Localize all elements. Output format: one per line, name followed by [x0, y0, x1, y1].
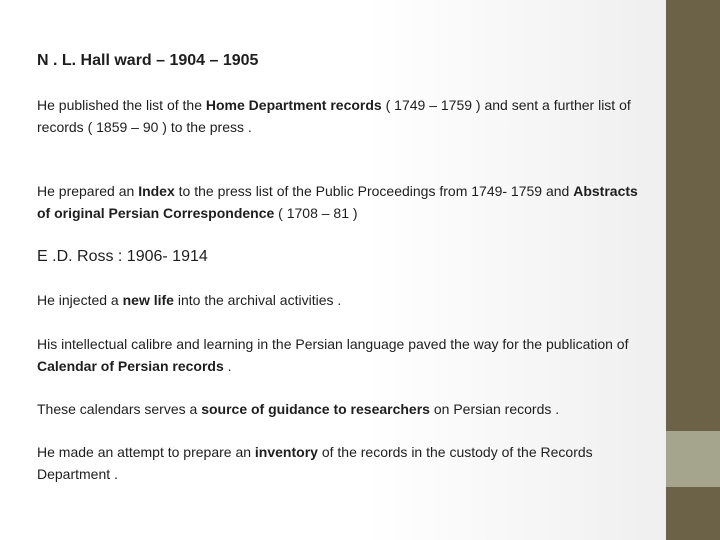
- text-run: His intellectual calibre and learning in the Persian language paved the way for the publication of: [37, 336, 629, 352]
- sidebar-band-accent: [666, 431, 720, 487]
- decorative-sidebar: [666, 0, 720, 540]
- text-run: on Persian records .: [429, 401, 560, 417]
- paragraph-new-life: [37, 289, 647, 311]
- text-run: into the archival activities .: [173, 292, 342, 308]
- text-run: ( 1708 – 81 ): [274, 205, 358, 221]
- paragraph-index: [37, 180, 647, 224]
- paragraph-inventory: [37, 441, 647, 485]
- text-run-bold: Index: [138, 183, 175, 199]
- heading-ross-text: E .D. Ross : 1906- 1914: [37, 248, 208, 265]
- heading-hallward: N . L. Hall ward – 1904 – 1905: [37, 52, 259, 69]
- text-run: ( 1749 – 1759 ) and sent a further list of records ( 1859 – 90 ) to the press .: [37, 97, 631, 135]
- text-run-bold: Home Department records: [205, 97, 382, 113]
- text-run-bold: Abstracts of original Persian Correspondence: [37, 183, 638, 221]
- text-run-bold: source of guidance to researchers: [201, 401, 430, 417]
- text-run-bold: inventory: [254, 444, 318, 460]
- text-run: He injected a: [37, 292, 123, 308]
- heading-ross: [37, 246, 208, 268]
- text-run: He made an attempt to prepare an: [37, 444, 255, 460]
- text-run: These calendars serves a: [37, 401, 202, 417]
- text-run-bold: Calendar of Persian records: [37, 358, 224, 374]
- sidebar-band-bottom: [666, 487, 720, 540]
- text-run: .: [223, 358, 232, 374]
- text-run: He published the list of the: [37, 97, 206, 113]
- sidebar-band-top: [666, 0, 720, 431]
- text-run: He prepared an: [37, 183, 139, 199]
- paragraph-guidance: [37, 398, 647, 420]
- text-run: of the records in the custody of the Records Department .: [37, 444, 593, 482]
- text-run: to the press list of the Public Proceedings from 1749- 1759 and: [174, 183, 574, 199]
- paragraph-persian-calendar: [37, 333, 647, 377]
- paragraph-home-department: [37, 94, 647, 138]
- text-run-bold: new life: [122, 292, 174, 308]
